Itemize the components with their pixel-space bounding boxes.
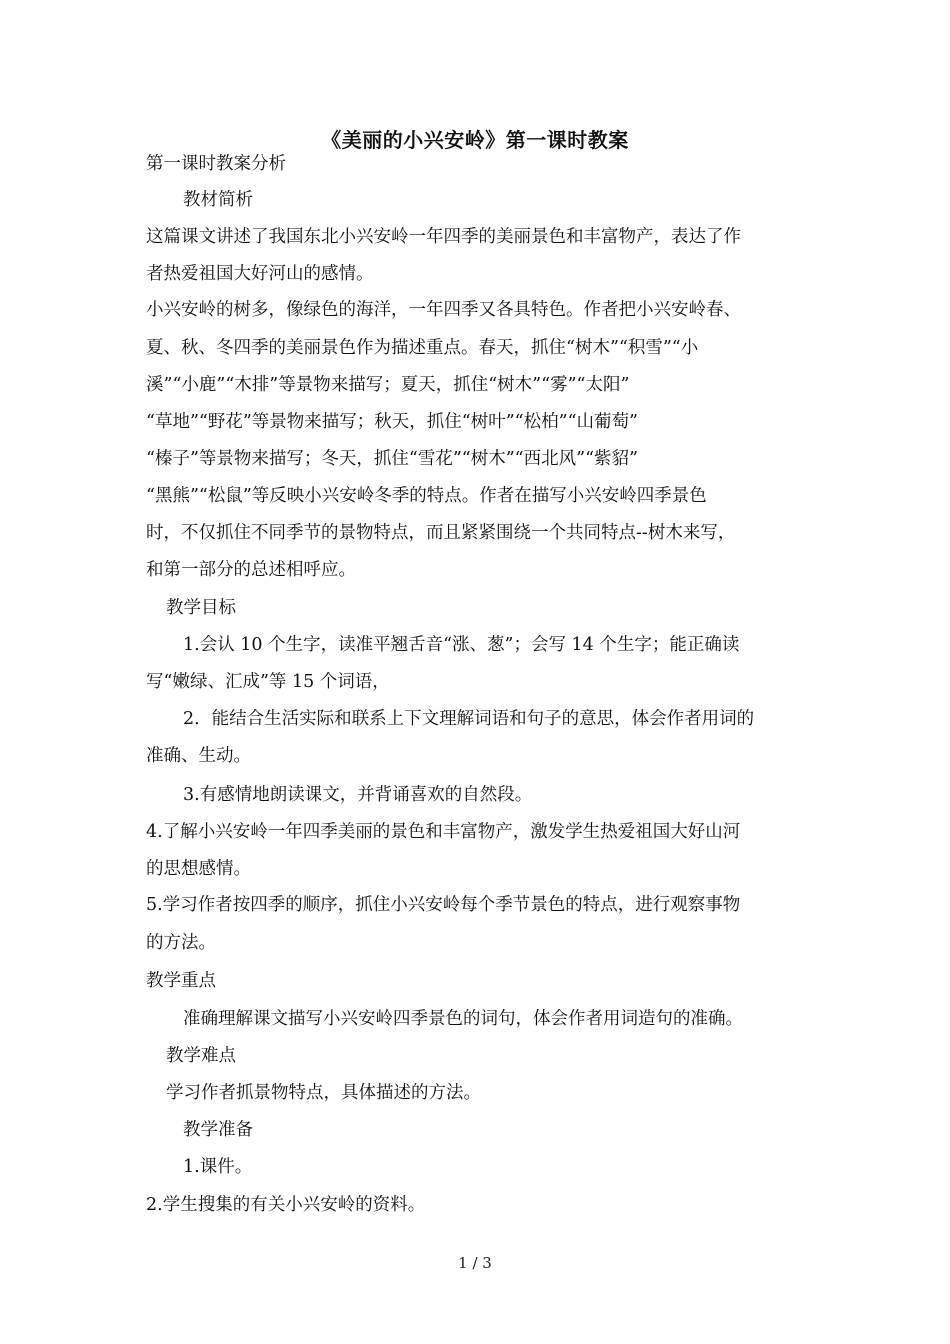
document-title: 《美丽的小兴安岭》第一课时教案 [321,128,629,152]
paragraph-line: 者热爱祖国大好河山的感情。 [146,264,374,284]
page-number: 1 / 3 [458,1254,492,1272]
paragraph-line: 溪”“小鹿”“木排”等景物来描写；夏天，抓住“树木”“雾”“太阳” [146,375,630,395]
paragraph-line: 学习作者抓景物特点，具体描述的方法。 [166,1083,481,1103]
paragraph-line: 时，不仅抓住不同季节的景物特点，而且紧紧围绕一个共同特点--树木来写， [146,523,736,543]
paragraph-line: 小兴安岭的树多，像绿色的海洋，一年四季又各具特色。作者把小兴安岭春、 [146,300,741,320]
subheading: 教学目标 [166,598,236,618]
paragraph-line: 准确理解课文描写小兴安岭四季景色的词句，体会作者用词造句的准确。 [183,1009,743,1029]
list-item: 1.会认 10 个生字，读准平翘舌音“涨、葱”；会写 14 个生字；能正确读 [183,635,740,655]
list-item: 2．能结合生活实际和联系上下文理解词语和句子的意思，体会作者用词的 [183,709,755,729]
paragraph-line: “榛子”等景物来描写；冬天，抓住“雪花”“树木”“西北风”“紫貂” [146,449,638,469]
list-item: 写“嫩绿、汇成”等 15 个词语， [146,672,390,692]
paragraph-line: 夏、秋、冬四季的美丽景色作为描述重点。春天，抓住“树木”“积雪”“小 [146,338,699,358]
paragraph-line: “草地”“野花”等景物来描写；秋天，抓住“树叶”“松柏”“山葡萄” [146,412,638,432]
paragraph-line: “黑熊”“松鼠”等反映小兴安岭冬季的特点。作者在描写小兴安岭四季景色 [146,486,707,506]
section-heading: 第一课时教案分析 [146,154,286,174]
list-item: 4.了解小兴安岭一年四季美丽的景色和丰富物产，激发学生热爱祖国大好山河 [146,822,741,842]
list-item: 3.有感情地朗读课文，并背诵喜欢的自然段。 [183,785,533,805]
subheading: 教学重点 [146,971,216,991]
list-item: 的思想感情。 [146,859,251,879]
list-item: 准确、生动。 [146,746,251,766]
subheading: 教学准备 [183,1120,253,1140]
list-item: 的方法。 [146,933,216,953]
list-item: 2.学生搜集的有关小兴安岭的资料。 [146,1195,426,1215]
subheading: 教学难点 [166,1046,236,1066]
paragraph-line: 这篇课文讲述了我国东北小兴安岭一年四季的美丽景色和丰富物产，表达了作 [146,227,741,247]
paragraph-line: 和第一部分的总述相呼应。 [146,560,356,580]
list-item: 1.课件。 [183,1157,253,1177]
subheading: 教材简析 [183,190,253,210]
list-item: 5.学习作者按四季的顺序，抓住小兴安岭每个季节景色的特点，进行观察事物 [146,895,741,915]
